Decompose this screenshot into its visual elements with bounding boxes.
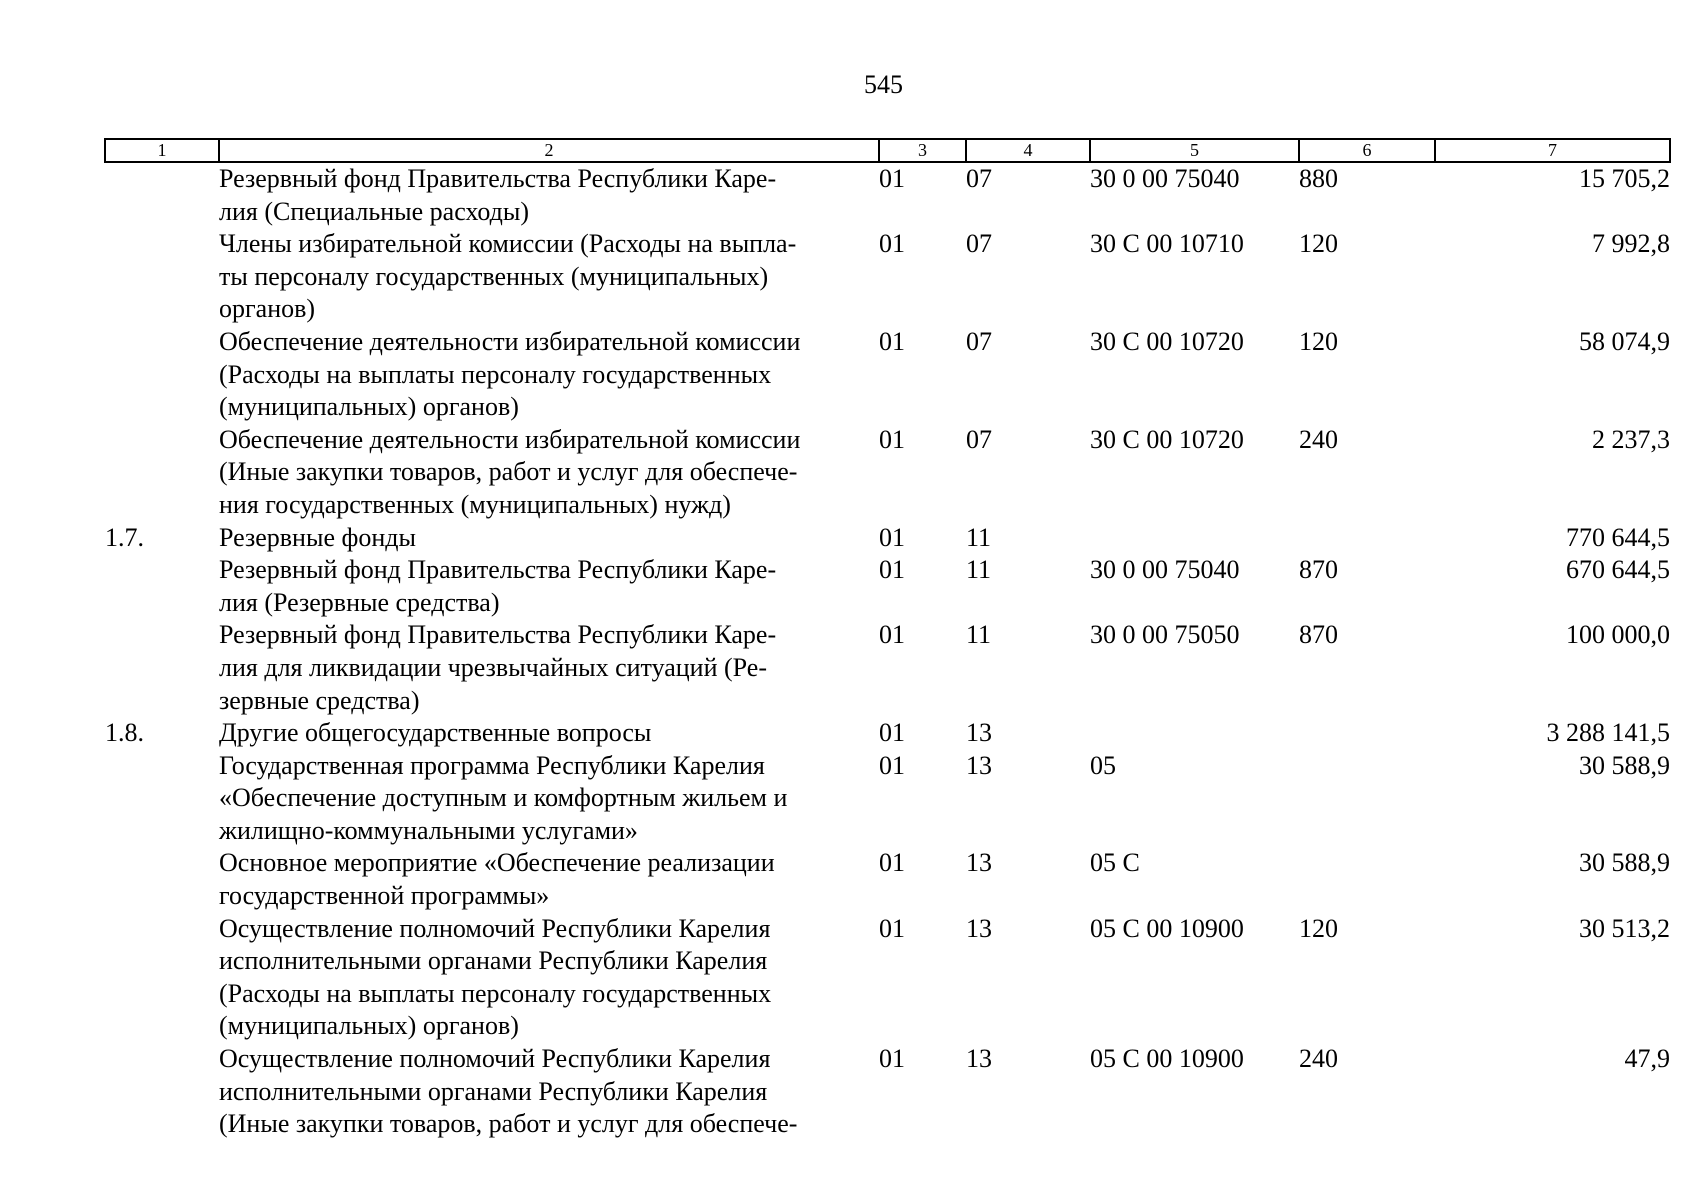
table-row <box>105 424 1670 522</box>
table-row <box>105 1043 1670 1141</box>
section-code-cell: 01 <box>879 522 905 552</box>
section-number-cell <box>105 228 219 326</box>
expense-type-cell <box>1299 717 1435 750</box>
subsection-code-cell: 13 <box>966 750 992 780</box>
section-code-cell: 01 <box>879 1044 905 1074</box>
expense-name-cell: Резервные фонды <box>219 522 416 552</box>
table-body <box>105 162 1670 1141</box>
table-row <box>105 717 1670 750</box>
expense-name-cell: Другие общегосударственные вопросы <box>219 718 652 748</box>
amount-cell: 47,9 <box>1624 1044 1670 1074</box>
subsection-code-cell: 11 <box>966 555 992 585</box>
expense-type-cell <box>1299 750 1435 848</box>
expense-type-cell: 120 <box>1299 913 1338 943</box>
target-article-cell: 30 С 00 10720 <box>1090 424 1244 454</box>
expense-type-cell: 870 <box>1299 620 1338 650</box>
amount-cell: 15 705,2 <box>1579 164 1670 193</box>
section-code-cell: 01 <box>879 913 905 943</box>
section-number-cell <box>105 554 219 619</box>
section-code-cell: 01 <box>879 555 905 585</box>
section-number-cell <box>105 1043 219 1141</box>
amount-cell: 30 513,2 <box>1579 913 1670 943</box>
subsection-code-cell: 11 <box>966 522 992 552</box>
expense-name-cell: Осуществление полномочий Республики Карелия исполнительными органами Республики Карелия (Иные закупки товаров, работ и услуг для обеспече- <box>219 1044 798 1139</box>
subsection-code-cell: 07 <box>966 424 992 454</box>
section-number-cell: 1.7. <box>105 522 144 552</box>
subsection-code-cell: 13 <box>966 718 992 748</box>
subsection-code-cell: 13 <box>966 913 992 943</box>
expense-name-cell: Обеспечение деятельности избирательной комиссии (Иные закупки товаров, работ и услуг для обеспече- ния государственных (муниципальных) нужд) <box>219 424 801 519</box>
table-row <box>105 847 1670 912</box>
page-number: 545 <box>864 70 903 99</box>
budget-table <box>104 138 1671 1141</box>
amount-cell: 30 588,9 <box>1579 848 1670 878</box>
expense-type-cell <box>1299 522 1435 555</box>
amount-cell: 770 644,5 <box>1566 522 1670 552</box>
section-code-cell: 01 <box>879 620 905 650</box>
amount-cell: 100 000,0 <box>1566 620 1670 650</box>
expense-type-cell: 240 <box>1299 424 1338 454</box>
column-header: 1 <box>105 139 219 162</box>
table-row <box>105 619 1670 717</box>
section-code-cell: 01 <box>879 326 905 356</box>
section-code-cell: 01 <box>879 718 905 748</box>
amount-cell: 2 237,3 <box>1592 424 1670 454</box>
expense-name-cell: Резервный фонд Правительства Республики Каре- лия для ликвидации чрезвычайных ситуаций (Ре- зервные средства) <box>219 620 777 715</box>
expense-name-cell: Основное мероприятие «Обеспечение реализации государственной программы» <box>219 848 775 911</box>
table-row <box>105 554 1670 619</box>
target-article-cell: 30 С 00 10720 <box>1090 326 1244 356</box>
column-header: 2 <box>219 139 879 162</box>
table-row <box>105 228 1670 326</box>
target-article-cell <box>1090 717 1299 750</box>
target-article-cell: 05 С <box>1090 848 1140 878</box>
table-row <box>105 522 1670 555</box>
expense-type-cell: 880 <box>1299 164 1338 193</box>
amount-cell: 3 288 141,5 <box>1546 718 1670 748</box>
amount-cell: 7 992,8 <box>1592 229 1670 259</box>
expense-name-cell: Члены избирательной комиссии (Расходы на выпла- ты персоналу государственных (муниципальных) органов) <box>219 229 797 324</box>
section-code-cell: 01 <box>879 229 905 259</box>
target-article-cell: 05 <box>1090 750 1116 780</box>
amount-cell: 58 074,9 <box>1579 326 1670 356</box>
section-number-cell <box>105 424 219 522</box>
table-row <box>105 750 1670 848</box>
target-article-cell: 30 0 00 75040 <box>1090 555 1240 585</box>
column-numbers-row <box>105 139 1670 162</box>
subsection-code-cell: 11 <box>966 620 992 650</box>
section-number-cell <box>105 913 219 1043</box>
subsection-code-cell: 07 <box>966 326 992 356</box>
section-number-cell: 1.8. <box>105 718 144 748</box>
column-header: 3 <box>879 139 966 162</box>
table-row <box>105 326 1670 424</box>
target-article-cell: 30 С 00 10710 <box>1090 229 1244 259</box>
section-code-cell: 01 <box>879 848 905 878</box>
expense-name-cell: Резервный фонд Правительства Республики Каре- лия (Специальные расходы) <box>219 164 777 226</box>
expense-type-cell: 120 <box>1299 229 1338 259</box>
section-code-cell: 01 <box>879 750 905 780</box>
section-code-cell: 01 <box>879 424 905 454</box>
section-number-cell <box>105 750 219 848</box>
target-article-cell <box>1090 522 1299 555</box>
section-number-cell <box>105 619 219 717</box>
expense-type-cell: 240 <box>1299 1044 1338 1074</box>
column-header: 4 <box>966 139 1090 162</box>
subsection-code-cell: 13 <box>966 848 992 878</box>
subsection-code-cell: 07 <box>966 164 992 193</box>
target-article-cell: 30 0 00 75040 <box>1090 164 1240 193</box>
table-row <box>105 913 1670 1043</box>
subsection-code-cell: 13 <box>966 1044 992 1074</box>
amount-cell: 670 644,5 <box>1566 555 1670 585</box>
target-article-cell: 05 С 00 10900 <box>1090 913 1244 943</box>
subsection-code-cell: 07 <box>966 229 992 259</box>
section-number-cell <box>105 326 219 424</box>
expense-name-cell: Государственная программа Республики Карелия «Обеспечение доступным и комфортным жильем и жилищно-коммунальными услугами» <box>219 750 788 845</box>
table-row <box>105 162 1670 228</box>
expense-name-cell: Обеспечение деятельности избирательной комиссии (Расходы на выплаты персоналу государственных (муниципальных) органов) <box>219 326 801 422</box>
column-header: 5 <box>1090 139 1299 162</box>
expense-name-cell: Резервный фонд Правительства Республики Каре- лия (Резервные средства) <box>219 555 777 617</box>
section-number-cell <box>105 847 219 912</box>
section-number-cell <box>105 162 219 228</box>
expense-type-cell: 870 <box>1299 555 1338 585</box>
target-article-cell: 05 С 00 10900 <box>1090 1044 1244 1074</box>
target-article-cell: 30 0 00 75050 <box>1090 620 1240 650</box>
section-code-cell: 01 <box>879 164 905 193</box>
column-header: 6 <box>1299 139 1435 162</box>
expense-type-cell <box>1299 847 1435 912</box>
expense-name-cell: Осуществление полномочий Республики Карелия исполнительными органами Республики Карелия (Расходы на выплаты персоналу государственных (муниципальных) органов) <box>219 913 772 1041</box>
column-header: 7 <box>1435 139 1670 162</box>
amount-cell: 30 588,9 <box>1579 750 1670 780</box>
expense-type-cell: 120 <box>1299 326 1338 356</box>
